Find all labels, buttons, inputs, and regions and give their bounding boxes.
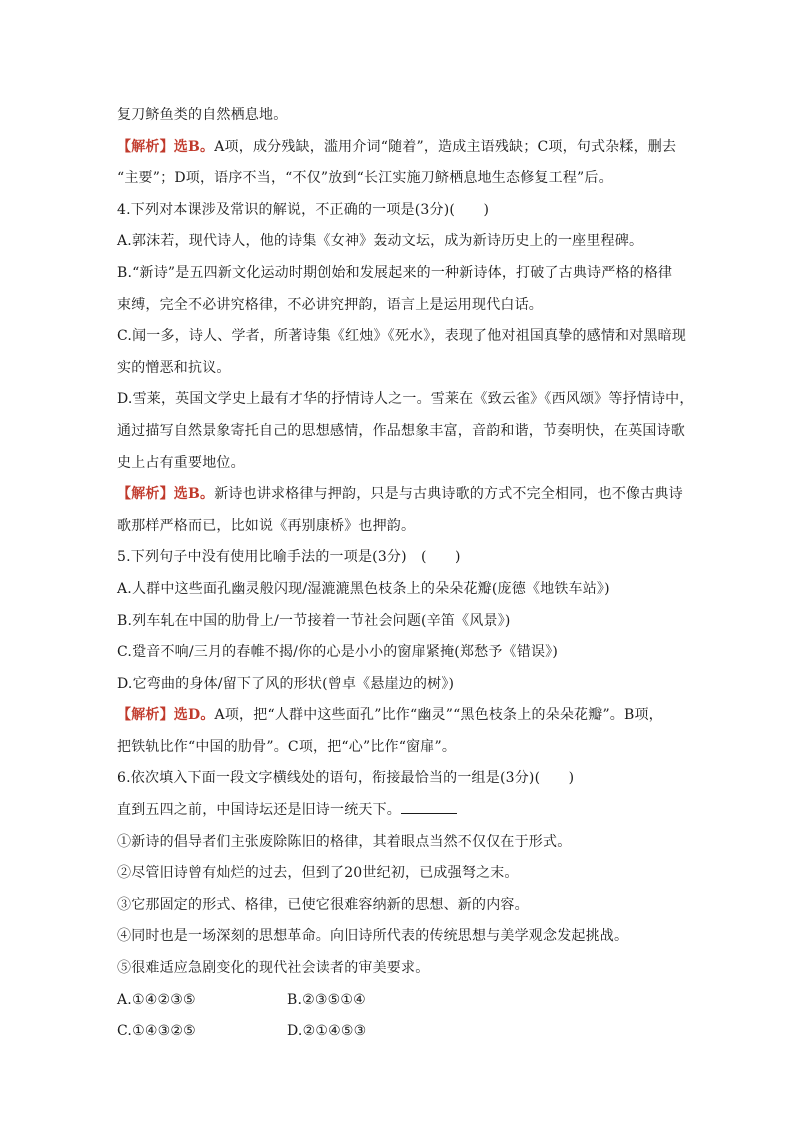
document-body [117,100,694,1048]
answer-options-row [117,1016,677,1048]
line-text: 歌那样严格而已，比如说《再别康桥》也押韵。 [117,517,416,534]
analysis-answer: B。 [188,138,215,155]
text-line [117,858,677,890]
text-line [117,732,677,764]
text-line [117,953,677,985]
text-line [117,226,677,258]
analysis-line [117,700,677,732]
fill-blank [401,801,457,814]
line-text: 直到五四之前，中国诗坛还是旧诗一统天下。 [117,802,401,819]
analysis-line [117,479,683,511]
text-line [117,606,677,638]
text-line [117,384,694,416]
text-line [117,290,677,322]
line-text: B.列车轧在中国的肋骨上/一节接着一节社会问题(辛笛《风景》) [117,612,511,629]
analysis-line [117,132,677,164]
text-line [117,100,677,132]
line-text: 4.下列对本课涉及常识的解说，不正确的一项是(3分)( ) [117,201,490,218]
line-text: 新诗也讲求格律与押韵，只是与古典诗歌的方式不完全相同，也不像古典诗 [214,486,683,503]
text-line [117,511,677,543]
analysis-tag: 【解析】选 [117,707,188,724]
text-line [117,795,677,827]
text-line [117,637,677,669]
text-line [117,321,687,353]
answer-options-row [117,985,677,1017]
line-text: C.跫音不响/三月的春帷不揭/你的心是小小的窗扉紧掩(郑愁予《错误》) [117,644,559,661]
text-line [117,353,677,385]
line-text: 5.下列句子中没有使用比喻手法的一项是(3分) ( ) [117,549,461,566]
line-text: ②尽管旧诗曾有灿烂的过去，但到了20世纪初，已成强弩之末。 [117,865,519,882]
line-text: 束缚，完全不必讲究格律，不必讲究押韵，语言上是运用现代白话。 [117,296,543,313]
text-line [117,669,677,701]
text-line [117,763,677,795]
text-line [117,921,677,953]
line-text: 6.依次填入下面一段文字横线处的语句，衔接最恰当的一组是(3分)( ) [117,770,575,787]
line-text: ①新诗的倡导者们主张废除陈旧的格律，其着眼点当然不仅仅在于形式。 [117,833,572,850]
line-text: 通过描写自然景象寄托自己的思想感情，作品想象丰富，音韵和谐，节奏明快，在英国诗歌 [117,422,685,439]
text-line [117,890,677,922]
line-text: ⑤很难适应急剧变化的现代社会读者的审美要求。 [117,960,430,977]
text-line [117,827,677,859]
line-text: A项，把“人群中这些面孔”比作“幽灵”“黑色枝条上的朵朵花瓣”。B项， [214,707,663,724]
line-text: 实的憎恶和抗议。 [117,359,231,376]
line-text: D.它弯曲的身体/留下了风的形状(曾卓《悬崖边的树》) [117,675,455,692]
analysis-tag: 【解析】选 [117,486,188,503]
answer-option: A.①④②③⑤ [117,991,196,1008]
text-line [117,195,677,227]
answer-option: D.②①④⑤③ [287,1023,367,1040]
line-text: 把铁轨比作“中国的肋骨”。C项，把“心”比作“窗扉”。 [117,738,457,755]
line-text: B.“新诗”是五四新文化运动时期创始和发展起来的一种新诗体，打破了古典诗严格的格律 [117,264,673,281]
text-line [117,258,677,290]
line-text: “主要”；D项，语序不当，“不仅”放到“长江实施刀鲚栖息地生态修复工程”后。 [117,170,613,187]
line-text: ④同时也是一场深刻的思想革命。向旧诗所代表的传统思想与美学观念发起挑战。 [117,928,629,945]
line-text: 复刀鲚鱼类的自然栖息地。 [117,107,288,123]
line-text: A.人群中这些面孔幽灵般闪现/湿漉漉黑色枝条上的朵朵花瓣(庞德《地铁车站》) [117,580,610,597]
analysis-answer: B。 [188,486,215,503]
line-text: D.雪莱，英国文学史上最有才华的抒情诗人之一。雪莱在《致云雀》《西风颂》等抒情诗中， [117,391,694,408]
text-line [117,448,677,480]
line-text: ③它那固定的形式、格律，已使它很难容纳新的思想、新的内容。 [117,896,529,913]
analysis-answer: D。 [188,707,215,724]
line-text: C.闻一多，诗人、学者，所著诗集《红烛》《死水》，表现了他对祖国真挚的感情和对黑暗现 [117,328,687,345]
line-text: 史上占有重要地位。 [117,454,245,471]
answer-option: B.②③⑤①④ [287,991,366,1008]
line-text: A.郭沫若，现代诗人，他的诗集《女神》轰动文坛，成为新诗历史上的一座里程碑。 [117,233,644,250]
text-line [117,163,677,195]
analysis-tag: 【解析】选 [117,138,188,155]
line-text: A项，成分残缺，滥用介词“随着”，造成主语残缺；C项，句式杂糅，删去 [214,138,677,155]
answer-option: C.①④③②⑤ [117,1023,196,1040]
text-line [117,542,677,574]
text-line [117,416,685,448]
text-line [117,574,677,606]
